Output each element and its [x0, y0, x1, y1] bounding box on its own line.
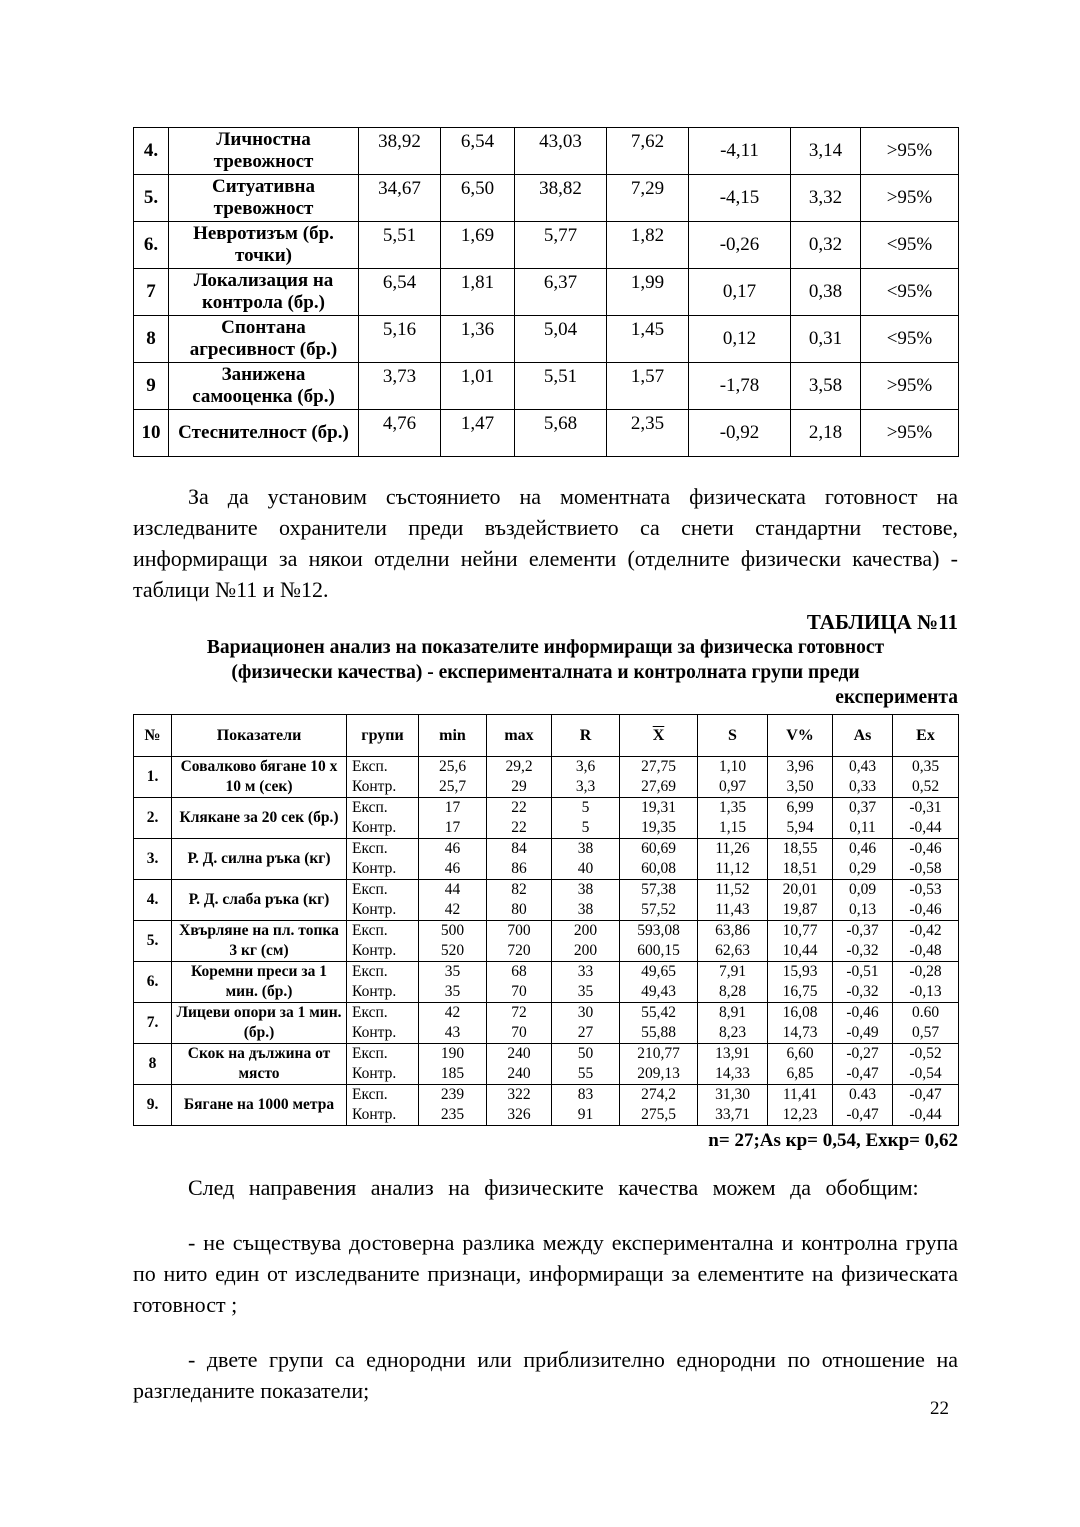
table-row [134, 921, 959, 942]
value-cell: 235 [419, 1105, 487, 1126]
value-cell: 0,46 [833, 839, 893, 860]
variation-table-header-row [134, 715, 959, 757]
value-cell: 84 [487, 839, 552, 860]
table-row [134, 128, 959, 175]
indicator-name-cell: Коремни преси за 1 мин. (бр.) [172, 962, 347, 1003]
value-cell: 1,35 [698, 798, 768, 819]
value-cell: 57,38 [620, 880, 698, 901]
value-cell: 6,99 [768, 798, 833, 819]
value-cell: -0,47 [893, 1085, 959, 1106]
column-header: Показатели [172, 715, 347, 757]
indicator-name-cell: Локализация на контрола (бр.) [169, 269, 359, 316]
column-header: $\overline{X}$ [620, 715, 698, 757]
value-cell: 1,57 [607, 363, 689, 410]
value-cell: 40 [552, 859, 620, 880]
column-header: № [134, 715, 172, 757]
value-cell: 16,75 [768, 982, 833, 1003]
value-cell: 19,87 [768, 900, 833, 921]
table-11-title-line-2: (физически качества) - експерименталната и контролната групи преди [231, 662, 860, 683]
value-cell: 5 [552, 818, 620, 839]
group-cell: Експ. [347, 1003, 419, 1024]
value-cell: 86 [487, 859, 552, 880]
value-cell: 34,67 [359, 175, 441, 222]
value-cell: 0,31 [791, 316, 861, 363]
page-content [133, 127, 958, 1406]
page-number: 22 [930, 1398, 949, 1419]
indicator-name-cell: Совалково бягане 10 х 10 м (сек) [172, 757, 347, 798]
table-row [134, 839, 959, 860]
value-cell: 11,52 [698, 880, 768, 901]
table-11-title-line-3: експеримента [835, 687, 958, 708]
value-cell: 326 [487, 1105, 552, 1126]
value-cell: -0,46 [893, 839, 959, 860]
psych-indicators-table [133, 127, 959, 457]
value-cell: 2,18 [791, 410, 861, 457]
value-cell: 0,32 [791, 222, 861, 269]
value-cell: 60,08 [620, 859, 698, 880]
closing-paragraph-1: След направения анализ на физическите качества можем да обобщим: [188, 1175, 919, 1200]
table-row [134, 757, 959, 778]
value-cell: 91 [552, 1105, 620, 1126]
value-cell: 29,2 [487, 757, 552, 778]
group-cell: Контр. [347, 982, 419, 1003]
table-row [134, 880, 959, 901]
value-cell: 200 [552, 921, 620, 942]
column-header: Ex [893, 715, 959, 757]
value-cell: 0.43 [833, 1085, 893, 1106]
value-cell: >95% [861, 175, 959, 222]
value-cell: 14,73 [768, 1023, 833, 1044]
intro-paragraph: За да установим състоянието на моментната физическата готовност на изследваните охранители преди въздействието са снети стандартни тестове, информиращи за някои отделни нейни елементи (отделните физически качества) - таблици №11 и №12. [133, 484, 958, 602]
indicator-name-cell: Клякане за 20 сек (бр.) [172, 798, 347, 839]
value-cell: -0,46 [833, 1003, 893, 1024]
value-cell: 18,55 [768, 839, 833, 860]
value-cell: -0,44 [893, 1105, 959, 1126]
row-number-cell: 9. [134, 1085, 172, 1126]
value-cell: 43 [419, 1023, 487, 1044]
value-cell: 3,14 [791, 128, 861, 175]
value-cell: 80 [487, 900, 552, 921]
indicator-name-cell: Бягане на 1000 метра [172, 1085, 347, 1126]
value-cell: 13,91 [698, 1044, 768, 1065]
indicator-name-cell: Скок на дължина от място [172, 1044, 347, 1085]
value-cell: 55 [552, 1064, 620, 1085]
group-cell: Експ. [347, 1044, 419, 1065]
value-cell: 1,69 [441, 222, 515, 269]
value-cell: 6,50 [441, 175, 515, 222]
value-cell: 0,38 [791, 269, 861, 316]
value-cell: 5,77 [515, 222, 607, 269]
value-cell: -0,26 [689, 222, 791, 269]
value-cell: 210,77 [620, 1044, 698, 1065]
value-cell: -0,48 [893, 941, 959, 962]
value-cell: 520 [419, 941, 487, 962]
value-cell: 14,33 [698, 1064, 768, 1085]
table-row [134, 316, 959, 363]
table-11-title-line-1: Вариационен анализ на показателите информиращи за физическа готовност [206, 637, 885, 658]
value-cell: 239 [419, 1085, 487, 1106]
value-cell: -0,13 [893, 982, 959, 1003]
value-cell: 0,33 [833, 777, 893, 798]
column-header: S [698, 715, 768, 757]
value-cell: 200 [552, 941, 620, 962]
value-cell: >95% [861, 363, 959, 410]
table-row [134, 363, 959, 410]
value-cell: -0,32 [833, 982, 893, 1003]
table-row [134, 962, 959, 983]
value-cell: -0,54 [893, 1064, 959, 1085]
table-row [134, 1044, 959, 1065]
row-number-cell: 4. [134, 880, 172, 921]
row-number-cell: 6. [134, 222, 169, 269]
value-cell: 38 [552, 880, 620, 901]
table-row [134, 175, 959, 222]
value-cell: 18,51 [768, 859, 833, 880]
value-cell: 43,03 [515, 128, 607, 175]
value-cell: 240 [487, 1064, 552, 1085]
indicator-name-cell: Занижена самооценка (бр.) [169, 363, 359, 410]
value-cell: 25,6 [419, 757, 487, 778]
column-header: групи [347, 715, 419, 757]
indicator-name-cell: Ситуативна тревожност [169, 175, 359, 222]
value-cell: 275,5 [620, 1105, 698, 1126]
value-cell: 82 [487, 880, 552, 901]
value-cell: 1,99 [607, 269, 689, 316]
value-cell: 0,29 [833, 859, 893, 880]
value-cell: 7,91 [698, 962, 768, 983]
value-cell: 62,63 [698, 941, 768, 962]
value-cell: 35 [552, 982, 620, 1003]
value-cell: 2,35 [607, 410, 689, 457]
value-cell: 30 [552, 1003, 620, 1024]
group-cell: Контр. [347, 818, 419, 839]
value-cell: 60,69 [620, 839, 698, 860]
value-cell: 0,43 [833, 757, 893, 778]
value-cell: 1,81 [441, 269, 515, 316]
value-cell: -0,46 [893, 900, 959, 921]
value-cell: 500 [419, 921, 487, 942]
column-header: As [833, 715, 893, 757]
row-number-cell: 8 [134, 316, 169, 363]
value-cell: 5,51 [359, 222, 441, 269]
indicator-name-cell: Хвърляне на пл. топка 3 кг (см) [172, 921, 347, 962]
value-cell: 209,13 [620, 1064, 698, 1085]
value-cell: 0,35 [893, 757, 959, 778]
value-cell: 46 [419, 839, 487, 860]
row-number-cell: 5. [134, 921, 172, 962]
group-cell: Контр. [347, 1105, 419, 1126]
value-cell: 0,37 [833, 798, 893, 819]
value-cell: 70 [487, 1023, 552, 1044]
value-cell: 55,88 [620, 1023, 698, 1044]
value-cell: 1,01 [441, 363, 515, 410]
indicator-name-cell: Невротизъм (бр. точки) [169, 222, 359, 269]
value-cell: -0,44 [893, 818, 959, 839]
value-cell: <95% [861, 316, 959, 363]
value-cell: 0,13 [833, 900, 893, 921]
value-cell: 6,60 [768, 1044, 833, 1065]
value-cell: 240 [487, 1044, 552, 1065]
value-cell: <95% [861, 222, 959, 269]
value-cell: -0,27 [833, 1044, 893, 1065]
row-number-cell: 6. [134, 962, 172, 1003]
value-cell: -0,49 [833, 1023, 893, 1044]
value-cell: 7,29 [607, 175, 689, 222]
value-cell: 3,3 [552, 777, 620, 798]
value-cell: 35 [419, 962, 487, 983]
group-cell: Експ. [347, 1085, 419, 1106]
value-cell: 22 [487, 798, 552, 819]
value-cell: -0,37 [833, 921, 893, 942]
value-cell: 12,23 [768, 1105, 833, 1126]
value-cell: 0,11 [833, 818, 893, 839]
value-cell: 8,28 [698, 982, 768, 1003]
value-cell: 17 [419, 798, 487, 819]
value-cell: 20,01 [768, 880, 833, 901]
value-cell: 19,31 [620, 798, 698, 819]
value-cell: -1,78 [689, 363, 791, 410]
value-cell: 11,12 [698, 859, 768, 880]
value-cell: 0.60 [893, 1003, 959, 1024]
value-cell: >95% [861, 128, 959, 175]
value-cell: 50 [552, 1044, 620, 1065]
value-cell: 5,04 [515, 316, 607, 363]
group-cell: Експ. [347, 880, 419, 901]
group-cell: Контр. [347, 859, 419, 880]
column-header: V% [768, 715, 833, 757]
value-cell: 16,08 [768, 1003, 833, 1024]
value-cell: 5,68 [515, 410, 607, 457]
indicator-name-cell: Спонтана агресивност (бр.) [169, 316, 359, 363]
value-cell: 57,52 [620, 900, 698, 921]
value-cell: -0,32 [833, 941, 893, 962]
value-cell: 5,94 [768, 818, 833, 839]
value-cell: 322 [487, 1085, 552, 1106]
value-cell: 3,6 [552, 757, 620, 778]
group-cell: Контр. [347, 900, 419, 921]
indicator-name-cell: Личностна тревожност [169, 128, 359, 175]
table-row [134, 1085, 959, 1106]
value-cell: 5 [552, 798, 620, 819]
indicator-name-cell: Стеснителност (бр.) [169, 410, 359, 457]
variation-table-body [134, 757, 959, 1126]
value-cell: 720 [487, 941, 552, 962]
value-cell: -0,47 [833, 1064, 893, 1085]
value-cell: 35 [419, 982, 487, 1003]
value-cell: 11,43 [698, 900, 768, 921]
value-cell: 0,97 [698, 777, 768, 798]
value-cell: 38,82 [515, 175, 607, 222]
table-row [134, 269, 959, 316]
value-cell: 8,91 [698, 1003, 768, 1024]
value-cell: 31,30 [698, 1085, 768, 1106]
value-cell: 3,50 [768, 777, 833, 798]
value-cell: 49,65 [620, 962, 698, 983]
row-number-cell: 2. [134, 798, 172, 839]
group-cell: Експ. [347, 962, 419, 983]
value-cell: 185 [419, 1064, 487, 1085]
value-cell: -4,15 [689, 175, 791, 222]
row-number-cell: 1. [134, 757, 172, 798]
psych-table-body [134, 128, 959, 457]
value-cell: 7,62 [607, 128, 689, 175]
table-11-footnote: n= 27;As кр= 0,54, Ехкр= 0,62 [708, 1130, 958, 1151]
value-cell: 33,71 [698, 1105, 768, 1126]
value-cell: -4,11 [689, 128, 791, 175]
value-cell: 38 [552, 900, 620, 921]
value-cell: -0,92 [689, 410, 791, 457]
group-cell: Контр. [347, 941, 419, 962]
value-cell: 27,75 [620, 757, 698, 778]
indicator-name-cell: Р. Д. силна ръка (кг) [172, 839, 347, 880]
value-cell: 0,17 [689, 269, 791, 316]
value-cell: 1,36 [441, 316, 515, 363]
value-cell: 5,16 [359, 316, 441, 363]
value-cell: 44 [419, 880, 487, 901]
value-cell: 15,93 [768, 962, 833, 983]
group-cell: Експ. [347, 921, 419, 942]
value-cell: 63,86 [698, 921, 768, 942]
value-cell: 22 [487, 818, 552, 839]
column-header: max [487, 715, 552, 757]
group-cell: Експ. [347, 798, 419, 819]
value-cell: 10,44 [768, 941, 833, 962]
value-cell: 1,15 [698, 818, 768, 839]
row-number-cell: 8 [134, 1044, 172, 1085]
value-cell: 593,08 [620, 921, 698, 942]
indicator-name-cell: Лицеви опори за 1 мин. (бр.) [172, 1003, 347, 1044]
value-cell: -0,51 [833, 962, 893, 983]
value-cell: 11,26 [698, 839, 768, 860]
group-cell: Контр. [347, 1023, 419, 1044]
group-cell: Експ. [347, 757, 419, 778]
indicator-name-cell: Р. Д. слаба ръка (кг) [172, 880, 347, 921]
row-number-cell: 9 [134, 363, 169, 410]
value-cell: 27,69 [620, 777, 698, 798]
value-cell: -0,47 [833, 1105, 893, 1126]
row-number-cell: 10 [134, 410, 169, 457]
variation-analysis-table [133, 714, 959, 1126]
value-cell: -0,42 [893, 921, 959, 942]
value-cell: 6,85 [768, 1064, 833, 1085]
value-cell: 27 [552, 1023, 620, 1044]
value-cell: 0,52 [893, 777, 959, 798]
row-number-cell: 3. [134, 839, 172, 880]
value-cell: 55,42 [620, 1003, 698, 1024]
column-header: R [552, 715, 620, 757]
value-cell: 700 [487, 921, 552, 942]
value-cell: 3,96 [768, 757, 833, 778]
value-cell: 1,45 [607, 316, 689, 363]
table-row [134, 798, 959, 819]
value-cell: -0,58 [893, 859, 959, 880]
value-cell: -0,52 [893, 1044, 959, 1065]
value-cell: 38,92 [359, 128, 441, 175]
row-number-cell: 4. [134, 128, 169, 175]
row-number-cell: 7. [134, 1003, 172, 1044]
value-cell: 3,58 [791, 363, 861, 410]
value-cell: 42 [419, 1003, 487, 1024]
value-cell: 0,09 [833, 880, 893, 901]
value-cell: -0,28 [893, 962, 959, 983]
row-number-cell: 5. [134, 175, 169, 222]
value-cell: 0,12 [689, 316, 791, 363]
value-cell: 600,15 [620, 941, 698, 962]
value-cell: 17 [419, 818, 487, 839]
value-cell: 3,32 [791, 175, 861, 222]
value-cell: -0,53 [893, 880, 959, 901]
value-cell: 0,57 [893, 1023, 959, 1044]
value-cell: 274,2 [620, 1085, 698, 1106]
value-cell: 1,10 [698, 757, 768, 778]
value-cell: 19,35 [620, 818, 698, 839]
value-cell: 6,37 [515, 269, 607, 316]
value-cell: 29 [487, 777, 552, 798]
value-cell: >95% [861, 410, 959, 457]
value-cell: 10,77 [768, 921, 833, 942]
table-row [134, 222, 959, 269]
value-cell: 42 [419, 900, 487, 921]
column-header: min [419, 715, 487, 757]
table-row [134, 410, 959, 457]
closing-paragraph-3: - двете групи са еднородни или приблизително еднородни по отношение на разгледаните показатели; [133, 1347, 958, 1403]
value-cell: 6,54 [441, 128, 515, 175]
value-cell: 46 [419, 859, 487, 880]
value-cell: <95% [861, 269, 959, 316]
value-cell: 68 [487, 962, 552, 983]
value-cell: 5,51 [515, 363, 607, 410]
value-cell: 1,47 [441, 410, 515, 457]
value-cell: 33 [552, 962, 620, 983]
value-cell: 190 [419, 1044, 487, 1065]
row-number-cell: 7 [134, 269, 169, 316]
value-cell: 8,23 [698, 1023, 768, 1044]
table-11-label: ТАБЛИЦА №11 [806, 610, 958, 634]
value-cell: 49,43 [620, 982, 698, 1003]
value-cell: 83 [552, 1085, 620, 1106]
value-cell: 3,73 [359, 363, 441, 410]
group-cell: Експ. [347, 839, 419, 860]
value-cell: 25,7 [419, 777, 487, 798]
group-cell: Контр. [347, 777, 419, 798]
value-cell: 6,54 [359, 269, 441, 316]
value-cell: 38 [552, 839, 620, 860]
value-cell: -0,31 [893, 798, 959, 819]
closing-paragraph-2: - не съществува достоверна разлика между експериментална и контролна група по нито един от изследваните признаци, информиращи за елементите на физическата готовност ; [133, 1230, 958, 1317]
value-cell: 1,82 [607, 222, 689, 269]
value-cell: 4,76 [359, 410, 441, 457]
value-cell: 72 [487, 1003, 552, 1024]
table-row [134, 1003, 959, 1024]
group-cell: Контр. [347, 1064, 419, 1085]
value-cell: 11,41 [768, 1085, 833, 1106]
value-cell: 70 [487, 982, 552, 1003]
